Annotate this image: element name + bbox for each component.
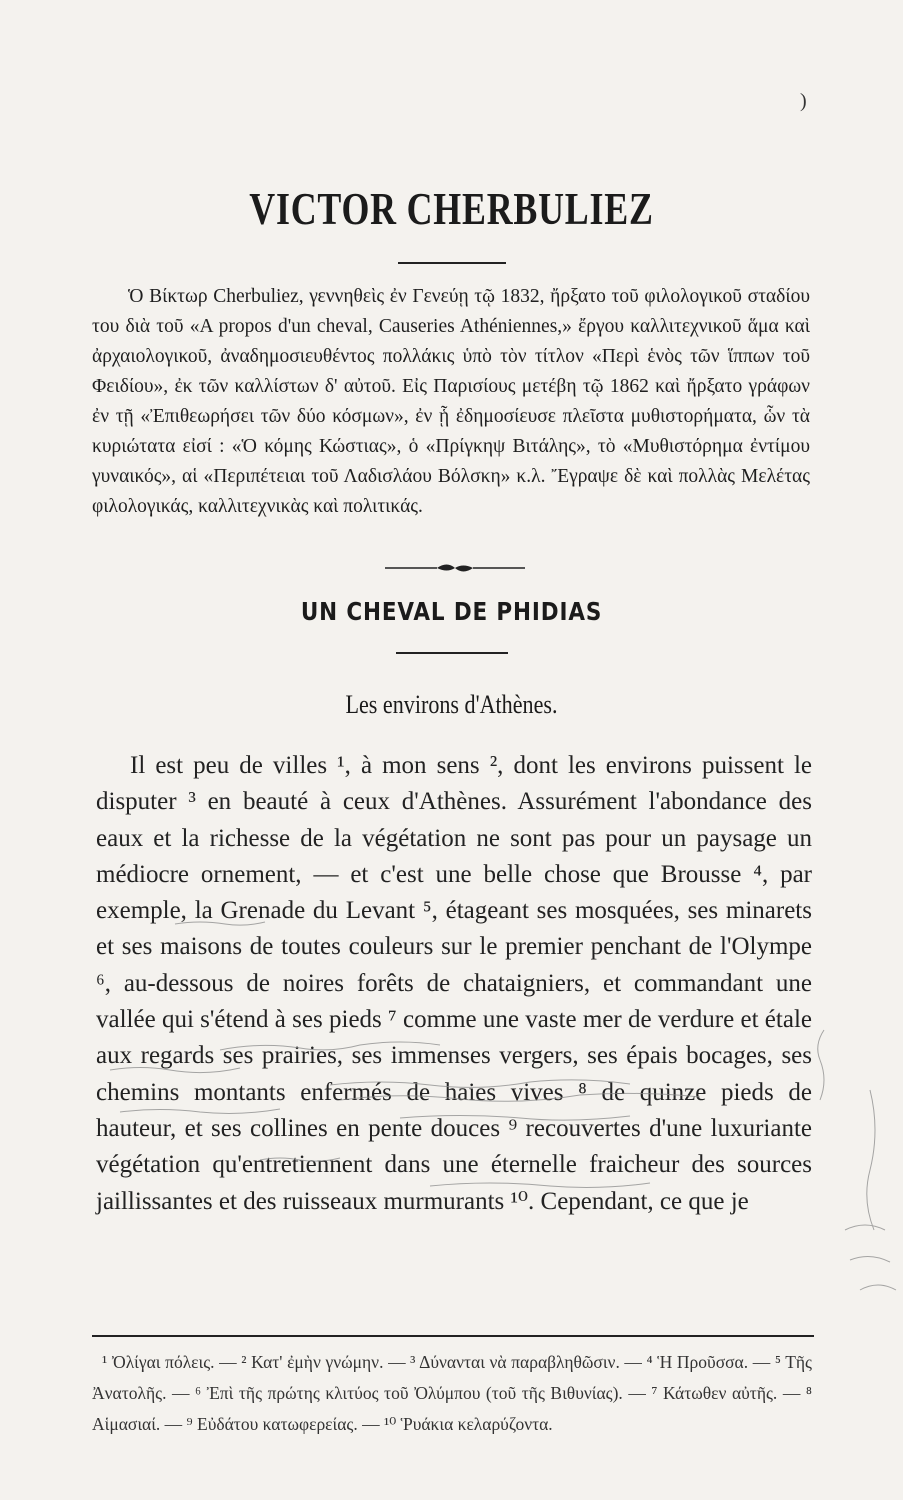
main-text: Il est peu de villes ¹, à mon sens ², dont les environs puissent le disputer ³ en beauté à ceux d'Athènes. Assurément l'abondance des eaux et la richesse de la végétation ne sont pas pour un paysage un médiocre ornement, — et c'est une belle chose que Brousse ⁴, par exemple, la Grenade du Levant ⁵, étageant ses mosquées, ses minarets et ses maisons de toutes couleurs sur le premier penchant de l'Olympe ⁶, au-dessous de noires forêts de chataigniers, et commandant une vallée qui s'étend à ses pieds ⁷ comme une vaste mer de verdure et étale aux regards ses prairies, ses immenses vergers, ses épais bocages, ses chemins montants enfermés de haies vives ⁸ de quinze pieds de hauteur, et ses collines en pente douces ⁹ recouvertes d'une luxuriante végétation qu'entretiennent dans une éternelle fraicheur des sources jaillissantes et des ruisseaux murmurants ¹⁰. Cependant, ce que je	[96, 752, 812, 1215]
chapter-title: UN CHEVAL DE PHIDIAS	[300, 597, 603, 626]
footnotes: ¹ Ὀλίγαι πόλεις. — ² Κατ' ἐμὴν γνώμην. — ³ Δύνανται νὰ παραβληθῶσιν. — ⁴ Ἡ Προῦσσα. — ⁵ Τῆς Ἀνατολῆς. — ⁶ Ἐπὶ τῆς πρώτης κλιτύος τοῦ Ὀλύμπου (τοῦ τῆς Βιθυνίας). — ⁷ Κάτωθεν αὐτῆς. — ⁸ Αἱμασιαί. — ⁹ Εὐδάτου κατωφερείας. — ¹⁰ Ῥυάκια κελαρύζοντα.	[92, 1352, 812, 1434]
chapter-underline	[396, 652, 508, 654]
footnote-separator	[92, 1335, 814, 1337]
author-title: VICTOR CHERBULIEZ	[249, 183, 654, 234]
section-heading: Les environs d'Athènes.	[345, 690, 558, 719]
ornament-divider	[385, 560, 525, 576]
title-underline	[398, 262, 506, 264]
author-biography: Ὁ Βίκτωρ Cherbuliez, γεννηθεὶς ἐν Γενεύῃ τῷ 1832, ἤρξατο τοῦ φιλολογικοῦ σταδίου του διὰ τοῦ «A propos d'un cheval, Causeries Athéniennes,» ἔργου καλλιτεχνικοῦ ἅμα καὶ ἀρχαιολογικοῦ, ἀναδημοσιευθέντος πολλάκις ὑπὸ τὸν τίτλον «Περὶ ἑνὸς τῶν ἵππων τοῦ Φειδίου», ἐκ τῶν καλλίστων δ' αὐτοῦ. Εἰς Παρισίους μετέβη τῷ 1862 καὶ ἤρξατο γράφων ἐν τῇ «Ἐπιθεωρήσει τῶν δύο κόσμων», ἐν ᾗ ἐδημοσίευσε πλεῖστα μυθιστορήματα, ὧν τὰ κυριώτατα εἰσί : «Ὁ κόμης Κώστιας», ὁ «Πρίγκηψ Βιτάλης», τὸ «Μυθιστόρημα ἐντίμου γυναικός», αἱ «Περιπέτειαι τοῦ Λαδισλάου Βόλσκη» κ.λ. Ἔγραψε δὲ καὶ πολλὰς Μελέτας φιλολογικάς, καλλιτεχνικὰς καὶ πολιτικάς.	[92, 286, 810, 517]
corner-mark: )	[800, 90, 807, 112]
